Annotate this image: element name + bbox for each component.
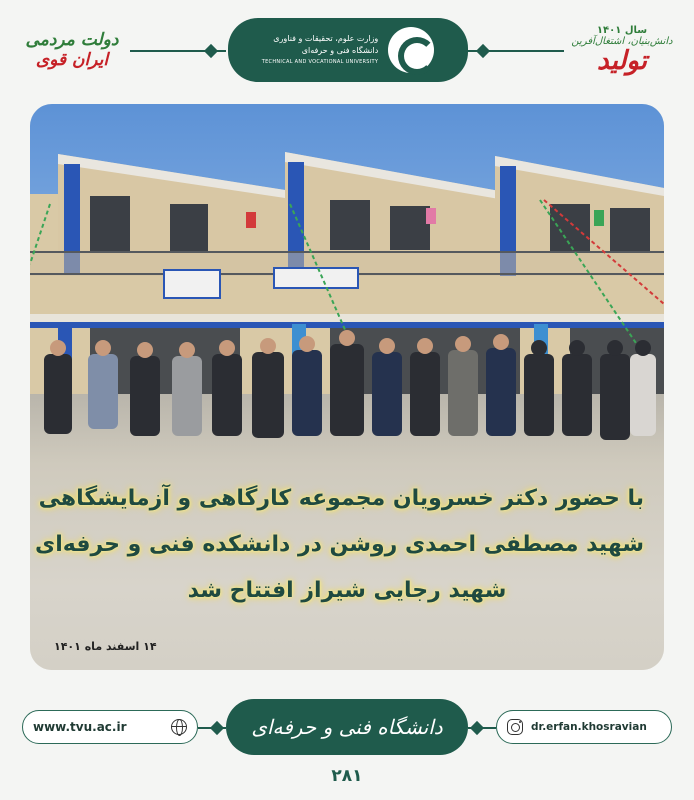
tvu-logo-icon [388, 27, 434, 73]
slogan-year: سال ۱۴۰۱ [596, 25, 648, 36]
globe-icon [171, 719, 187, 735]
ceremony-photo [30, 104, 664, 464]
header-divider-right [468, 50, 564, 52]
org-line2: دانشگاه فنی و حرفه‌ای [301, 45, 379, 55]
website-text: www.tvu.ac.ir [33, 720, 127, 734]
org-name [262, 34, 379, 67]
slogan-right [566, 10, 678, 90]
footer-university-banner [226, 699, 468, 755]
diamond-ornament-icon [204, 44, 218, 58]
instagram-text: dr.erfan.khosravian [531, 721, 647, 733]
headline-line3: شهید رجایی شیراز افتتاح شد [187, 578, 507, 603]
university-logo-banner [228, 18, 468, 82]
org-line1: وزارت علوم، تحقیقات و فناوری [273, 33, 379, 43]
website-link[interactable] [22, 710, 198, 744]
headline-line2: شهید مصطفی احمدی روشن در دانشکده فنی و حرفه‌ای [35, 532, 644, 557]
slogan-sub: دانش‌بنیان، اشتغال‌آفرین [571, 36, 673, 47]
slogan-main: تولید [596, 46, 648, 76]
news-date: ۱۴ اسفند ماه ۱۴۰۱ [54, 640, 157, 653]
slogan-left [18, 14, 126, 86]
instagram-icon [507, 719, 523, 735]
news-card [30, 104, 664, 670]
slogan-left-line1: دولت مردمی [25, 30, 119, 50]
header [0, 0, 694, 100]
footer-banner-text: دانشگاه فنی و حرفه‌ای [251, 715, 443, 739]
page-number: ۲۸۱ [331, 766, 363, 786]
news-headline [35, 476, 644, 614]
diamond-ornament-icon [210, 721, 224, 735]
headline-line1: با حضور دکتر خسرویان مجموعه کارگاهی و آزمایشگاهی [38, 486, 644, 511]
slogan-left-line2: ایران قوی [35, 50, 109, 70]
instagram-link[interactable] [496, 710, 672, 744]
org-english: TECHNICAL AND VOCATIONAL UNIVERSITY [261, 58, 379, 65]
footer-divider-right [468, 727, 496, 729]
